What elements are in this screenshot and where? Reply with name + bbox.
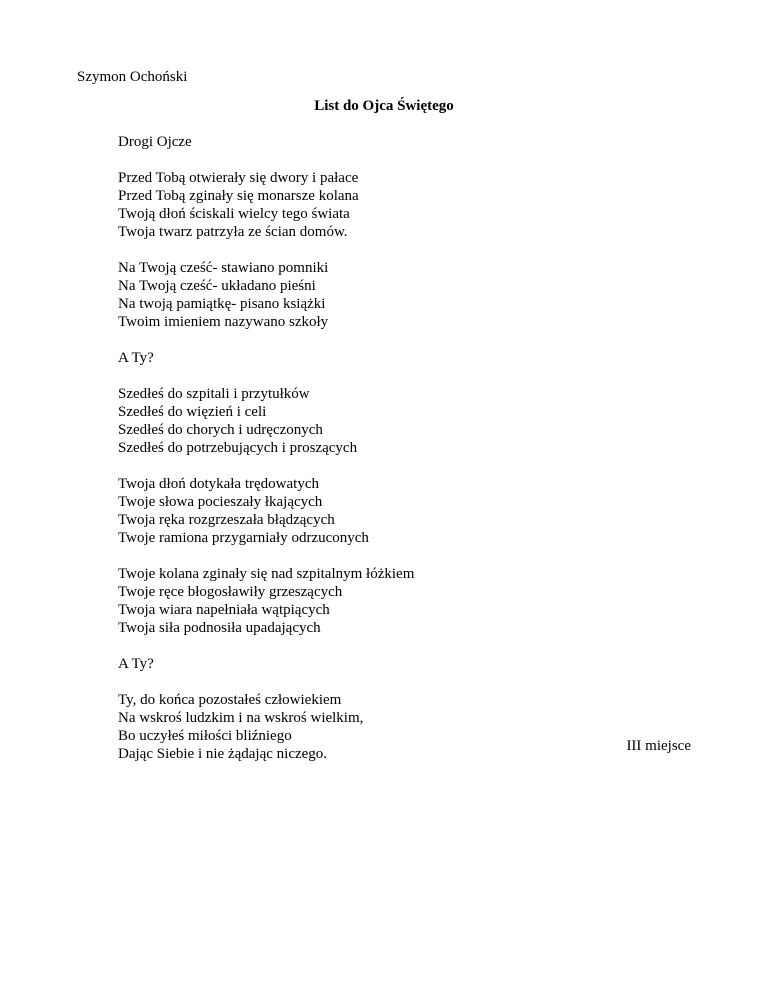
poem-line: Na Twoją cześć- stawiano pomniki	[118, 260, 329, 276]
poem-line: Twoją dłoń ściskali wielcy tego świata	[118, 206, 350, 222]
poem-line: Szedłeś do więzień i celi	[118, 404, 267, 420]
stanza-3	[118, 349, 678, 367]
stanza-1	[118, 169, 678, 241]
stanza-2	[118, 259, 678, 331]
poem-body	[118, 133, 678, 763]
poem-line: Twoja ręka rozgrzeszała błądzących	[118, 512, 335, 528]
poem-line: Twoim imieniem nazywano szkoły	[118, 314, 329, 330]
stanza-4	[118, 385, 678, 457]
poem-line: Twoja dłoń dotykała trędowatych	[118, 476, 319, 492]
poem-line: Na Twoją cześć- układano pieśni	[118, 278, 316, 294]
poem-line: Twoje kolana zginały się nad szpitalnym łóżkiem	[118, 566, 415, 582]
award-place: III miejsce	[626, 738, 691, 754]
stanza-6	[118, 565, 678, 637]
poem-line: Bo uczyłeś miłości bliźniego	[118, 728, 292, 744]
poem-line: Na twoją pamiątkę- pisano książki	[118, 296, 326, 312]
poem-line: Szedłeś do potrzebujących i proszących	[118, 440, 358, 456]
author-name: Szymon Ochoński	[77, 69, 188, 85]
poem-line: Twoje ręce błogosławiły grzeszących	[118, 584, 343, 600]
poem-line: A Ty?	[118, 656, 154, 672]
poem-line: Przed Tobą zginały się monarsze kolana	[118, 188, 359, 204]
greeting: Drogi Ojcze	[118, 134, 192, 150]
document-title: List do Ojca Świętego	[314, 98, 454, 114]
poem-line: Twoja siła podnosiła upadających	[118, 620, 321, 636]
poem-line: Twoja wiara napełniała wątpiących	[118, 602, 330, 618]
poem-line: Dając Siebie i nie żądając niczego.	[118, 746, 328, 762]
poem-line: Twoje ramiona przygarniały odrzuconych	[118, 530, 369, 546]
poem-line: Szedłeś do chorych i udręczonych	[118, 422, 323, 438]
poem-line: Szedłeś do szpitali i przytułków	[118, 386, 310, 402]
poem-line: Twoje słowa pocieszały łkających	[118, 494, 323, 510]
poem-line: Twoja twarz patrzyła ze ścian domów.	[118, 224, 348, 240]
poem-line: Ty, do końca pozostałeś człowiekiem	[118, 692, 342, 708]
poem-line: Przed Tobą otwierały się dwory i pałace	[118, 170, 359, 186]
stanza-8	[118, 691, 678, 763]
stanza-7	[118, 655, 678, 673]
poem-line: Na wskroś ludzkim i na wskroś wielkim,	[118, 710, 364, 726]
poem-line: A Ty?	[118, 350, 154, 366]
stanza-5	[118, 475, 678, 547]
